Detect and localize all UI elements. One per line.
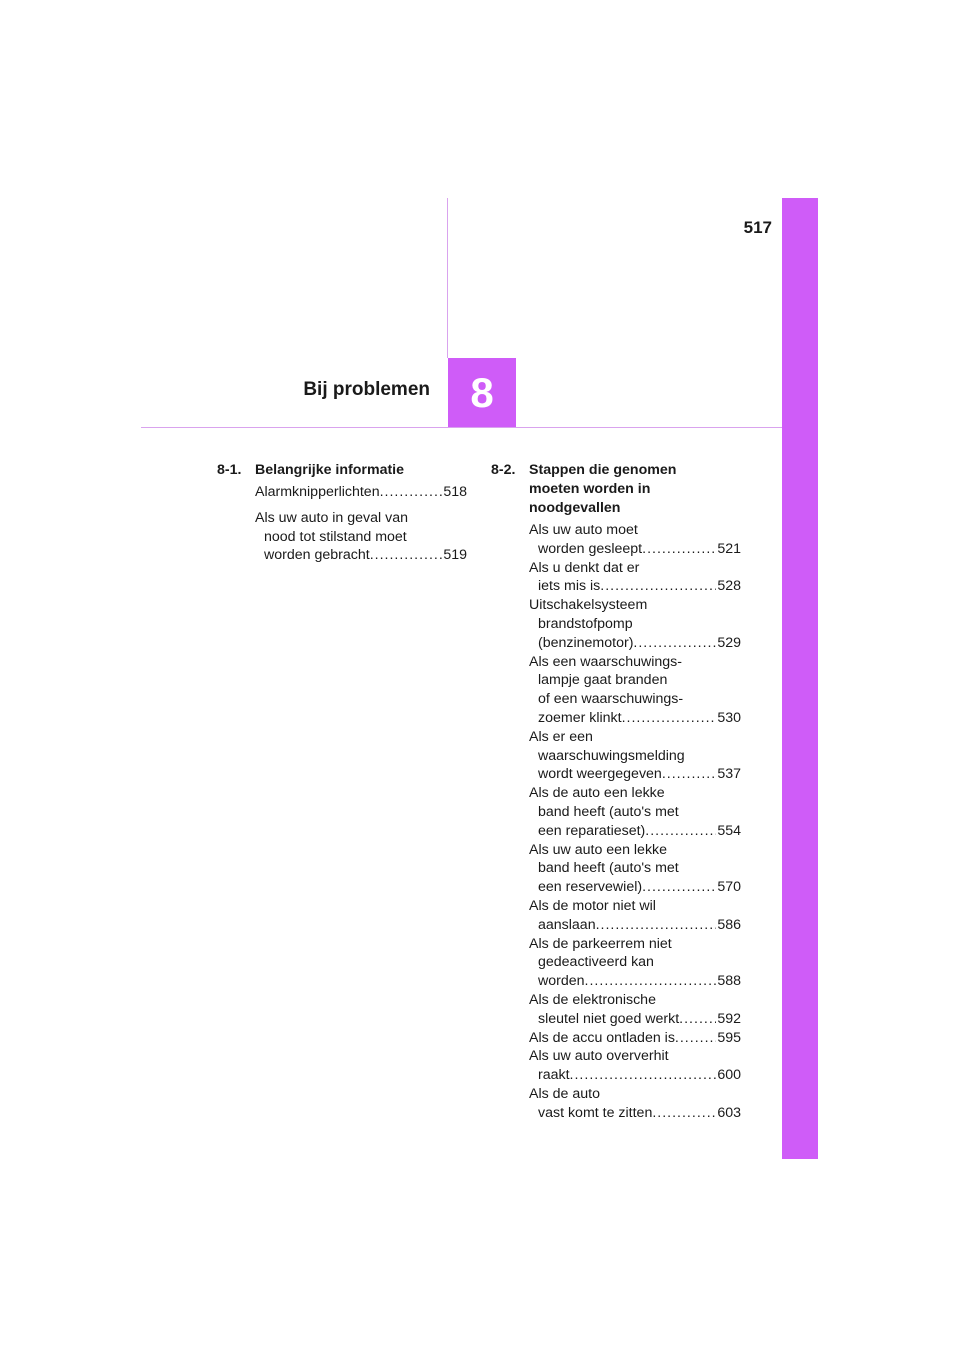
toc-page-number[interactable]: 519 [443,547,467,564]
toc-entry-text: (benzinemotor) [538,634,634,651]
toc-entry-text: nood tot stilstand moet [264,528,407,545]
toc-entry-text: Uitschakelsysteem [529,597,648,614]
chapter-side-tab [782,198,818,1159]
dot-leader [585,972,717,991]
dot-leader [622,709,717,728]
toc-entry[interactable] [491,728,741,784]
toc-entry-text: worden gesleept [538,540,643,557]
toc-entry-text: Alarmknipperlichten [255,484,380,500]
toc-entry-line [529,747,741,766]
toc-entry-line [529,935,741,954]
toc-entry[interactable] [491,1047,741,1085]
toc-entry-text: Als de motor niet wil [529,897,656,914]
toc-page-number[interactable]: 595 [717,1029,741,1046]
toc-entry-text: Als u denkt dat er [529,559,640,576]
dot-leader [642,878,716,897]
toc-entry-text: Als er een [529,728,593,745]
toc-entry-line [529,953,741,972]
toc-entry-line [529,991,741,1010]
toc-page-number[interactable]: 528 [717,578,741,595]
toc-section-8-1 [217,461,467,572]
toc-entry-text: iets mis is [538,578,601,595]
toc-entry-line [529,540,741,559]
toc-entry-text: een reparatieset) [538,822,646,839]
section-title [255,461,467,480]
toc-entry[interactable] [491,897,741,935]
toc-page-number[interactable]: 529 [717,634,741,651]
toc-entry-text: Als de auto een lekke [529,785,665,802]
dot-leader [642,540,716,559]
toc-entry-text: Als een waarschuwings- [529,653,682,670]
toc-entry-text: sleutel niet goed werkt [538,1010,680,1027]
toc-entry-text: wordt weergegeven [538,766,662,783]
header-horizontal-rule [141,427,782,428]
dot-leader [596,916,717,935]
toc-entry-text: een reservewiel) [538,879,643,896]
toc-page-number[interactable]: 537 [717,766,741,783]
toc-page-number[interactable]: 570 [717,879,741,896]
chapter-number-box [448,358,516,427]
toc-entry[interactable] [491,935,741,991]
toc-entry-line [529,1085,741,1104]
toc-entry-line [255,546,467,565]
toc-entry[interactable] [491,653,741,728]
section-number: 8-1. [217,462,242,478]
toc-entry-text: Als uw auto in geval van [255,509,409,526]
dot-leader [380,483,443,502]
toc-page-number[interactable]: 554 [717,822,741,839]
toc-entry-text: worden [538,973,585,990]
toc-entry[interactable] [491,559,741,597]
toc-entry-line [529,803,741,822]
chapter-title: Bij problemen [303,379,430,400]
toc-page-number[interactable]: 588 [717,973,741,990]
dot-leader [370,546,443,565]
toc-entry-text: band heeft (auto's met [538,860,679,877]
page-number: 517 [743,218,772,237]
toc-entry-line [529,690,741,709]
toc-entry-line [529,878,741,897]
dot-leader [675,1029,716,1048]
toc-entry-line [255,483,467,502]
toc-entry-line [529,822,741,841]
toc-entry-text: band heeft (auto's met [538,803,679,820]
toc-entry-text: Als uw auto oververhit [529,1048,669,1065]
section-heading [491,461,741,518]
toc-entry-text: Als uw auto moet [529,522,638,538]
toc-entry-line [529,577,741,596]
dot-leader [662,765,717,784]
toc-entry-line [529,1047,741,1066]
toc-entry-line [529,559,741,578]
toc-entry[interactable] [491,521,741,559]
toc-entry-line [529,841,741,860]
toc-entry-line [529,784,741,803]
toc-entry-line [529,653,741,672]
toc-entry-line [529,916,741,935]
section-title-line: Belangrijke informatie [255,462,405,478]
toc-entry-line [529,1066,741,1085]
toc-entry[interactable] [491,1029,741,1048]
toc-entry-text: zoemer klinkt [538,709,622,726]
toc-page-number[interactable]: 521 [717,540,741,557]
toc-entry-text: raakt [538,1067,570,1084]
toc-entry[interactable] [491,596,741,652]
toc-entry-line [529,596,741,615]
toc-page-number[interactable]: 603 [717,1104,741,1121]
section-title-line: noodgevallen [529,500,621,516]
toc-entry-line [529,859,741,878]
toc-entry-line [529,972,741,991]
toc-entry-text: worden gebracht [264,547,370,564]
toc-entry-text: lampje gaat branden [538,672,668,689]
toc-entry[interactable] [491,1085,741,1123]
toc-entry-line [529,634,741,653]
toc-entry-line [529,709,741,728]
toc-entry-line [529,615,741,634]
toc-entry[interactable] [491,841,741,897]
section-title-line: Stappen die genomen [529,462,677,478]
toc-entry-line [255,528,467,547]
dot-leader [679,1010,716,1029]
section-title-line: moeten worden in [529,481,651,497]
toc-page-number[interactable]: 518 [443,484,467,500]
toc-page-number[interactable]: 586 [717,916,741,933]
toc-entry-line [529,728,741,747]
toc-page-number[interactable]: 600 [717,1067,741,1084]
dot-leader [570,1066,717,1085]
toc-page-number[interactable]: 592 [717,1010,741,1027]
toc-entry-line [529,1029,741,1048]
toc-entry[interactable] [491,784,741,840]
section-title [529,461,741,518]
toc-entry-line [529,1010,741,1029]
toc-entry-line [529,521,741,540]
dot-leader [633,634,716,653]
toc-entry-text: brandstofpomp [538,615,633,632]
toc-page-number[interactable]: 530 [717,709,741,726]
toc-entry[interactable] [491,991,741,1029]
section-heading [217,461,467,480]
toc-entry-text: of een waarschuwings- [538,691,684,708]
toc-entry-line [529,1104,741,1123]
toc-entry-text: aanslaan [538,916,596,933]
toc-entry-text: gedeactiveerd kan [538,954,654,971]
toc-section-8-2 [491,461,741,1123]
toc-entry-text: waarschuwingsmelding [538,747,685,764]
toc-entry-text: Als uw auto een lekke [529,841,668,858]
chapter-number: 8 [470,368,494,416]
dot-leader [645,822,716,841]
toc-entry-text: Als de accu ontladen is [529,1029,675,1046]
toc-entry-line [529,671,741,690]
toc-entry[interactable] [217,483,467,502]
header-vertical-rule [447,198,448,358]
toc-entry-text: Als de parkeerrem niet [529,935,672,952]
toc-entry-line [529,897,741,916]
toc-entry-text: vast komt te zitten [538,1104,653,1121]
toc-entry-line [529,765,741,784]
toc-entry-text: Als de auto [529,1085,600,1102]
dot-leader [652,1104,716,1123]
section-number: 8-2. [491,462,516,478]
toc-entry-text: Als de elektronische [529,991,656,1008]
dot-leader [600,577,716,596]
toc-entry[interactable] [217,509,467,565]
toc-entry-line [255,509,467,528]
